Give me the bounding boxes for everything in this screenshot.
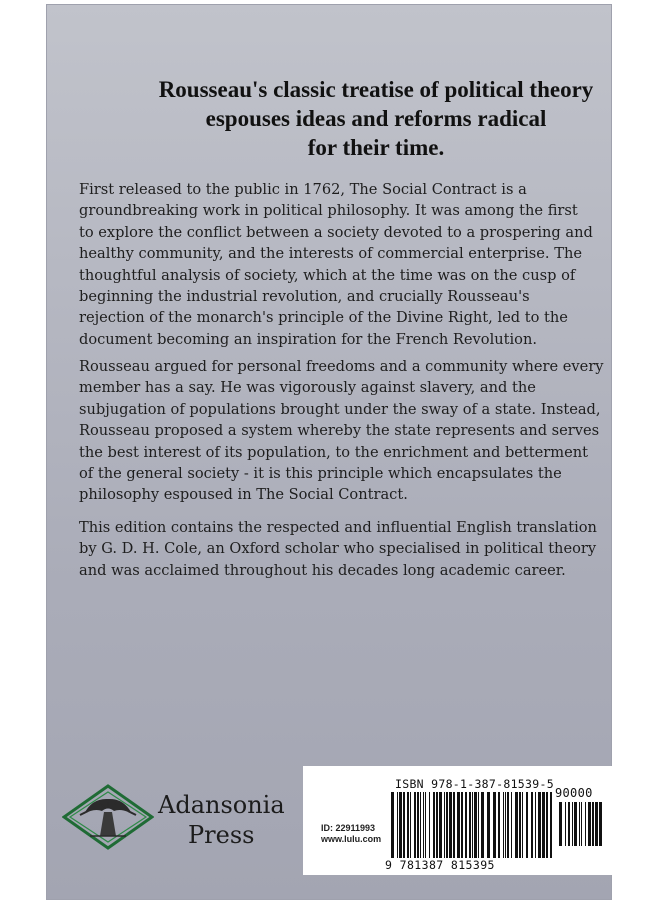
text-line: thoughtful analysis of society, which at the time was on the cusp of [79, 266, 576, 284]
headline-line: for their time. [307, 135, 445, 160]
barcode-digits: 9 781387 815395 [385, 858, 495, 872]
text-line: beginning the industrial revolution, and crucially Rousseau's [79, 288, 530, 306]
barcode-panel [303, 766, 612, 875]
description-paragraph-2 [79, 356, 604, 506]
text-line: Rousseau argued for personal freedoms and a community where every [79, 358, 604, 375]
text-line: First released to the public in 1762, The Social Contract is a [79, 181, 527, 198]
text-line: the best interest of its population, to the enrichment and betterment [79, 443, 588, 461]
text-line: rejection of the monarch's principle of the Divine Right, led to the [79, 309, 568, 327]
headline-line: espouses ideas and reforms radical [205, 106, 547, 131]
lulu-info [321, 823, 381, 845]
lulu-url: www.lulu.com [321, 834, 382, 844]
text-line: subjugation of populations brought under the sway of a state. Instead, [79, 400, 601, 418]
text-line: healthy community, and the interests of commercial enterprise. The [79, 245, 582, 263]
text-line: member has a say. He was vigorously against slavery, and the [79, 379, 536, 397]
isbn-barcode [391, 792, 557, 858]
price-barcode [559, 802, 607, 846]
text-line: and was acclaimed throughout his decades long academic career. [79, 561, 566, 579]
cover-headline [122, 75, 630, 162]
publisher-name-line: Adansonia [158, 791, 285, 819]
publisher-name-line: Press [188, 821, 255, 849]
text-line: document becoming an inspiration for the French Revolution. [79, 330, 538, 348]
text-line: to explore the conflict between a society devoted to a prospering and [79, 223, 593, 241]
text-line: of the general society - it is this principle which encapsulates the [79, 465, 562, 483]
text-line: groundbreaking work in political philosophy. It was among the first [79, 202, 578, 220]
text-line: by G. D. H. Cole, an Oxford scholar who specialised in political theory [79, 540, 597, 558]
description-paragraph-3 [79, 517, 597, 581]
isbn-label: ISBN 978-1-387-81539-5 [395, 777, 554, 791]
publisher-logo [62, 780, 302, 860]
price-code: 90000 [555, 786, 593, 800]
text-line: Rousseau proposed a system whereby the state represents and serves [79, 422, 600, 440]
description-paragraph-1 [79, 179, 593, 350]
headline-line: Rousseau's classic treatise of political theory [158, 77, 594, 102]
text-line: This edition contains the respected and influential English translation [79, 519, 597, 536]
text-line: philosophy espoused in The Social Contract. [79, 486, 408, 504]
publisher-name [158, 790, 285, 850]
lulu-id: ID: 22911993 [321, 823, 376, 833]
baobab-tree-icon [62, 784, 154, 850]
